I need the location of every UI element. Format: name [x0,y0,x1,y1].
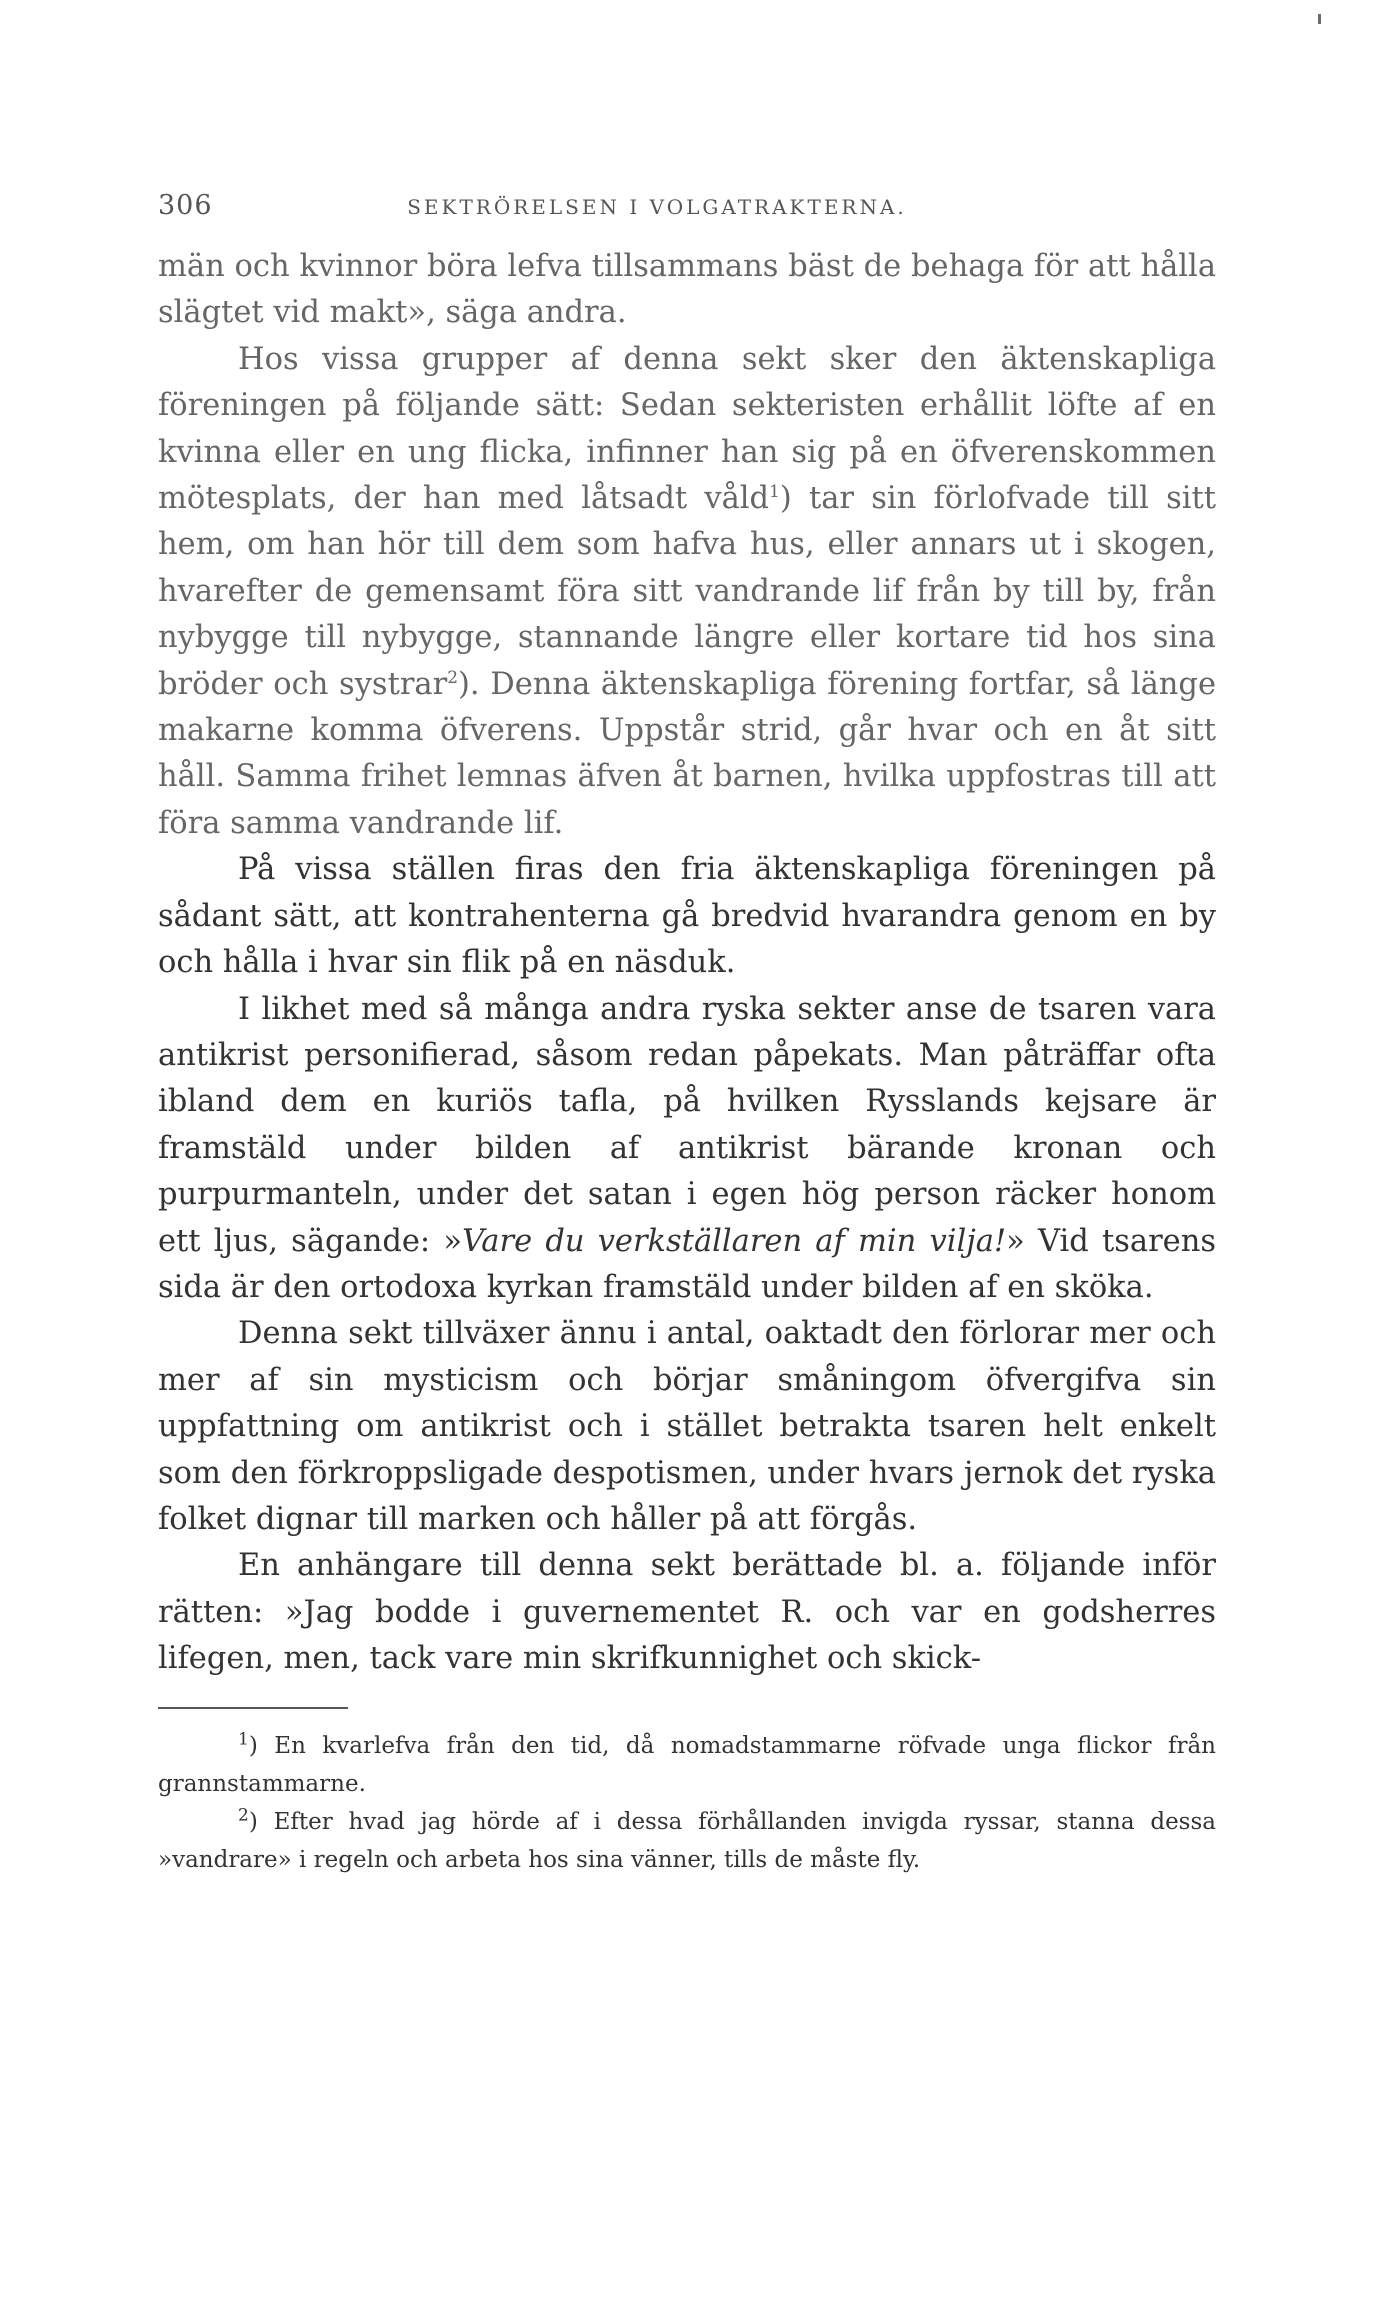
paragraph-continuation: män och kvinnor böra lefva tillsammans bäst de behaga för att hålla slägtet vid makt», säga andra. [158,249,1216,331]
footnote [158,1727,1216,1803]
page-number: 306 [158,190,213,221]
running-head [158,190,1216,230]
footnote-text: ) Efter hvad jag hörde af i dessa förhållanden invigda ryssar, stanna dessa »vandrare» i regeln och arbeta hos sina vänner, tills de måste fly. [158,1808,1216,1873]
paragraph-antichrist [158,987,1216,1312]
running-title: SEKTRÖRELSEN I VOLGATRAKTERNA. [407,195,907,219]
footnote-text: ) En kvarlefva från den tid, då nomadstammarne röfvade unga flickor från grannstammarne. [158,1732,1216,1797]
footnotes [158,1727,1216,1879]
paragraph-text: » Vid tsarens sida är den ortodoxa kyrkan framstäld under bilden af en sköka. [158,1223,1216,1305]
footnote-marker: 1 [238,1728,249,1749]
footnote-ref: 1 [769,481,780,502]
paragraph-growth: Denna sekt tillväxer ännu i antal, oaktadt den förlorar mer och mer af sin mysticism och börjar småningom öfvergifva sin uppfattning om antikrist och i stället betrakta tsaren helt enkelt som den förkroppsligade despotismen, under hvars jernok det ryska folket dignar till marken och håller på att förgås. [158,1316,1216,1537]
scan-mark [1318,14,1321,24]
paragraph-text: ) tar sin förlofvade till sitt hem, om han hör till dem som hafva hus, eller annars ut i skogen, hvarefter de gemensamt föra sitt vandrande lif från by till by, från nybygge till nybygge, stannande längre eller kortare tid hos sina bröder och systrar [158,481,1216,702]
paragraph-text: I likhet med så många andra ryska sekter anse de tsaren vara antikrist personifierad, såsom redan påpekats. Man påträffar ofta ibland dem en kuriös tafla, på hvilken Rysslands kejsare är framstäld under bilden af antikrist bärande kronan och purpurmanteln, under det satan i egen hög person räcker honom ett ljus, sägande: » [158,991,1216,1259]
paragraph-text: Hos vissa grupper af denna sekt sker den äktenskapliga föreningen på följande sätt: Sedan sekteristen erhållit löfte af en kvinna eller en ung flicka, infinner han sig på en öfverenskommen mötesplats, der han med låtsadt våld [158,341,1216,517]
quoted-phrase: Vare du verkställaren af min vilja! [462,1223,1007,1259]
paragraph-testimony: En anhängare till denna sekt berättade bl. a. följande inför rätten: »Jag bodde i guvernementet R. och var en godsherres lifegen, men, tack vare min skrifkunnighet och skick- [158,1548,1216,1677]
paragraph-handkerchief: På vissa ställen firas den fria äktenskapliga föreningen på sådant sätt, att kontrahenterna gå bredvid hvarandra genom en by och hålla i hvar sin flik på en näsduk. [158,852,1216,981]
book-page [158,190,1216,1879]
footnote-divider [158,1707,348,1709]
footnote [158,1803,1216,1879]
paragraph-marriage-custom [158,337,1216,847]
footnote-ref: 2 [447,667,459,688]
footnote-marker: 2 [238,1804,249,1825]
body-text [158,244,1216,1683]
paragraph-text: ). Denna äktenskapliga förening fortfar, så länge makarne komma öfverens. Uppstår strid, går hvar och en åt sitt håll. Samma frihet lemnas äfven åt barnen, hvilka uppfostras till att föra samma vandrande lif. [158,666,1216,841]
